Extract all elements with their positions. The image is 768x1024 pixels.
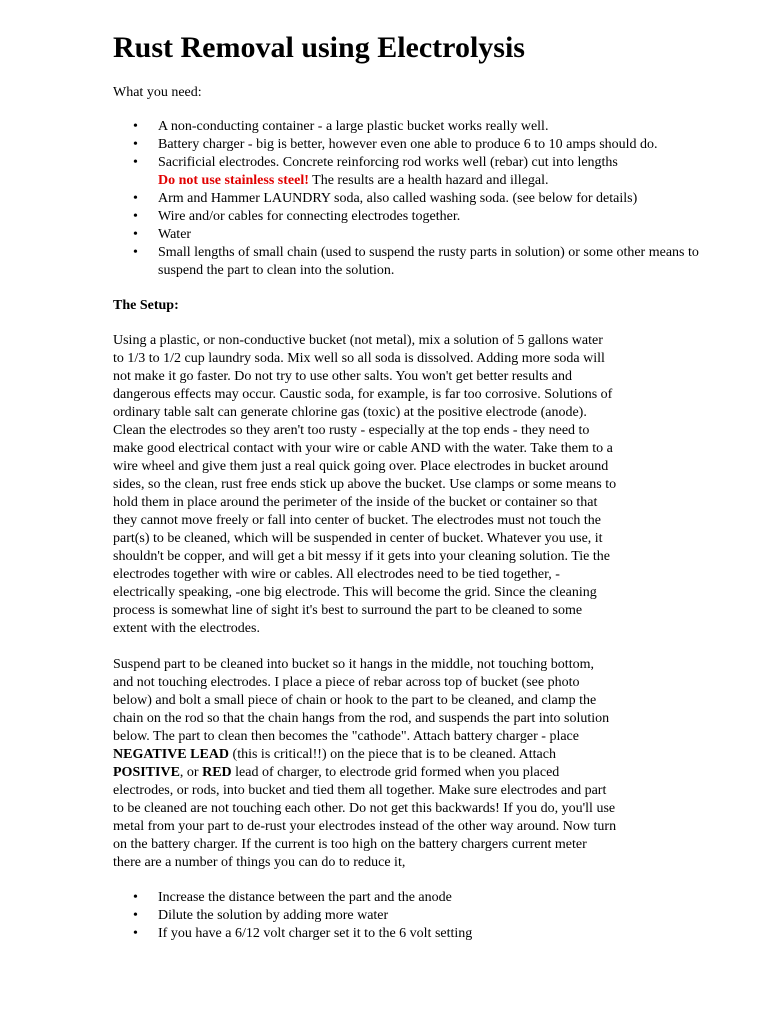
paragraph-line: make good electrical contact with your wire or cable AND with the water. Take them to a [113, 441, 613, 456]
bullet-icon: • [133, 245, 138, 260]
paragraph-line: electrodes, or rods, into bucket and tied them all together. Make sure electrodes and part [113, 783, 607, 798]
list-item [113, 226, 744, 244]
paragraph-line: electrodes together with wire or cables. All electrodes need to be tied together, - [113, 567, 560, 582]
list-item-text: suspend the part to clean into the solution. [158, 263, 395, 278]
list-item-text: Water [158, 227, 192, 242]
paragraph-line: sides, so the clean, rust free ends stick up above the bucket. Use clamps or some means to [113, 477, 617, 492]
red-emphasis: RED [202, 765, 232, 780]
positive-emphasis: POSITIVE [113, 765, 180, 780]
suspend-paragraph [113, 656, 653, 872]
page-title: Rust Removal using Electrolysis [113, 31, 525, 64]
list-item-text: Wire and/or cables for connecting electrodes together. [158, 209, 461, 224]
list-item-text: A non-conducting container - a large plastic bucket works really well. [158, 119, 549, 134]
paragraph-line: Using a plastic, or non-conductive bucket (not metal), mix a solution of 5 gallons water [113, 333, 603, 348]
list-item-text: Dilute the solution by adding more water [158, 908, 389, 923]
paragraph-line: dangerous effects may occur. Caustic soda, for example, is far too corrosive. Solutions of [113, 387, 613, 402]
paragraph-line: extent with the electrodes. [113, 621, 260, 636]
list-item [113, 154, 744, 190]
bullet-icon: • [133, 209, 138, 224]
stainless-steel-warning: Do not use stainless steel! [158, 173, 309, 188]
bullet-icon: • [133, 227, 138, 242]
bullet-icon: • [133, 926, 138, 941]
list-item [113, 118, 744, 136]
paragraph-line [113, 764, 653, 782]
list-item [113, 208, 744, 226]
list-item-text: Arm and Hammer LAUNDRY soda, also called washing soda. (see below for details) [158, 191, 638, 206]
needs-list [113, 118, 744, 280]
paragraph-line: Suspend part to be cleaned into bucket so it hangs in the middle, not touching bottom, [113, 657, 594, 672]
list-item [113, 907, 744, 925]
list-item [113, 889, 744, 907]
paragraph-line: Clean the electrodes so they aren't too rusty - especially at the top ends - they need to [113, 423, 590, 438]
paragraph-line: there are a number of things you can do to reduce it, [113, 855, 406, 870]
bullet-icon: • [133, 191, 138, 206]
paragraph-line: they cannot move freely or fall into center of bucket. The electrodes must not touch the [113, 513, 602, 528]
paragraph-line: part(s) to be cleaned, which will be suspended in center of bucket. Whatever you use, it [113, 531, 603, 546]
paragraph-text: lead of charger, to electrode grid formed when you placed [231, 765, 560, 780]
paragraph-line: process is somewhat line of sight it's best to surround the part to be cleaned to some [113, 603, 583, 618]
paragraph-text: , or [179, 765, 203, 780]
paragraph-line: not make it go faster. Do not try to use other salts. You won't get better results and [113, 369, 573, 384]
paragraph-line: on the battery charger. If the current is too high on the battery chargers current meter [113, 837, 587, 852]
paragraph-line: ordinary table salt can generate chlorine gas (toxic) at the positive electrode (anode). [113, 405, 587, 420]
paragraph-line: wire wheel and give them just a real quick going over. Place electrodes in bucket around [113, 459, 609, 474]
bullet-icon: • [133, 908, 138, 923]
paragraph-line: chain on the rod so that the chain hangs from the rod, and suspends the part into solution [113, 711, 610, 726]
paragraph-line: electrically speaking, -one big electrode. This will become the grid. Since the cleaning [113, 585, 597, 600]
bullet-icon: • [133, 137, 138, 152]
list-item-text: Increase the distance between the part and the anode [158, 890, 452, 905]
setup-heading: The Setup: [113, 298, 179, 313]
bullet-icon: • [133, 890, 138, 905]
setup-paragraph [113, 332, 653, 638]
tips-list [113, 889, 744, 943]
paragraph-line: shouldn't be copper, and will get a bit messy if it gets into your cleaning solution. Tie the [113, 549, 610, 564]
intro-text: What you need: [113, 85, 202, 100]
paragraph-line: metal from your part to de-rust your electrodes instead of the other way around. Now turn [113, 819, 617, 834]
paragraph-line: to 1/3 to 1/2 cup laundry soda. Mix well so all soda is dissolved. Adding more soda will [113, 351, 605, 366]
list-item-text: If you have a 6/12 volt charger set it to the 6 volt setting [158, 926, 473, 941]
list-item [113, 190, 744, 208]
paragraph-text: (this is critical!!) on the piece that is to be cleaned. Attach [229, 747, 556, 762]
paragraph-line: to be cleaned are not touching each other. Do not get this backwards! If you do, you'll use [113, 801, 616, 816]
list-item-text: The results are a health hazard and illegal. [308, 173, 549, 188]
bullet-icon: • [133, 155, 138, 170]
list-item [113, 244, 744, 280]
paragraph-line: below) and bolt a small piece of chain or hook to the part to be cleaned, and clamp the [113, 693, 597, 708]
list-item-text: Sacrificial electrodes. Concrete reinforcing rod works well (rebar) cut into lengths [158, 155, 618, 170]
paragraph-line [113, 746, 653, 764]
paragraph-line: below. The part to clean then becomes the "cathode". Attach battery charger - place [113, 729, 579, 744]
list-item [113, 925, 744, 943]
list-item-text: Small lengths of small chain (used to suspend the rusty parts in solution) or some other means to [158, 245, 699, 260]
list-item [113, 136, 744, 154]
negative-lead-emphasis: NEGATIVE LEAD [113, 747, 230, 762]
list-item-text: Battery charger - big is better, however even one able to produce 6 to 10 amps should do. [158, 137, 658, 152]
paragraph-line: hold them in place around the perimeter of the inside of the bucket or container so that [113, 495, 598, 510]
bullet-icon: • [133, 119, 138, 134]
paragraph-line: and not touching electrodes. I place a piece of rebar across top of bucket (see photo [113, 675, 580, 690]
